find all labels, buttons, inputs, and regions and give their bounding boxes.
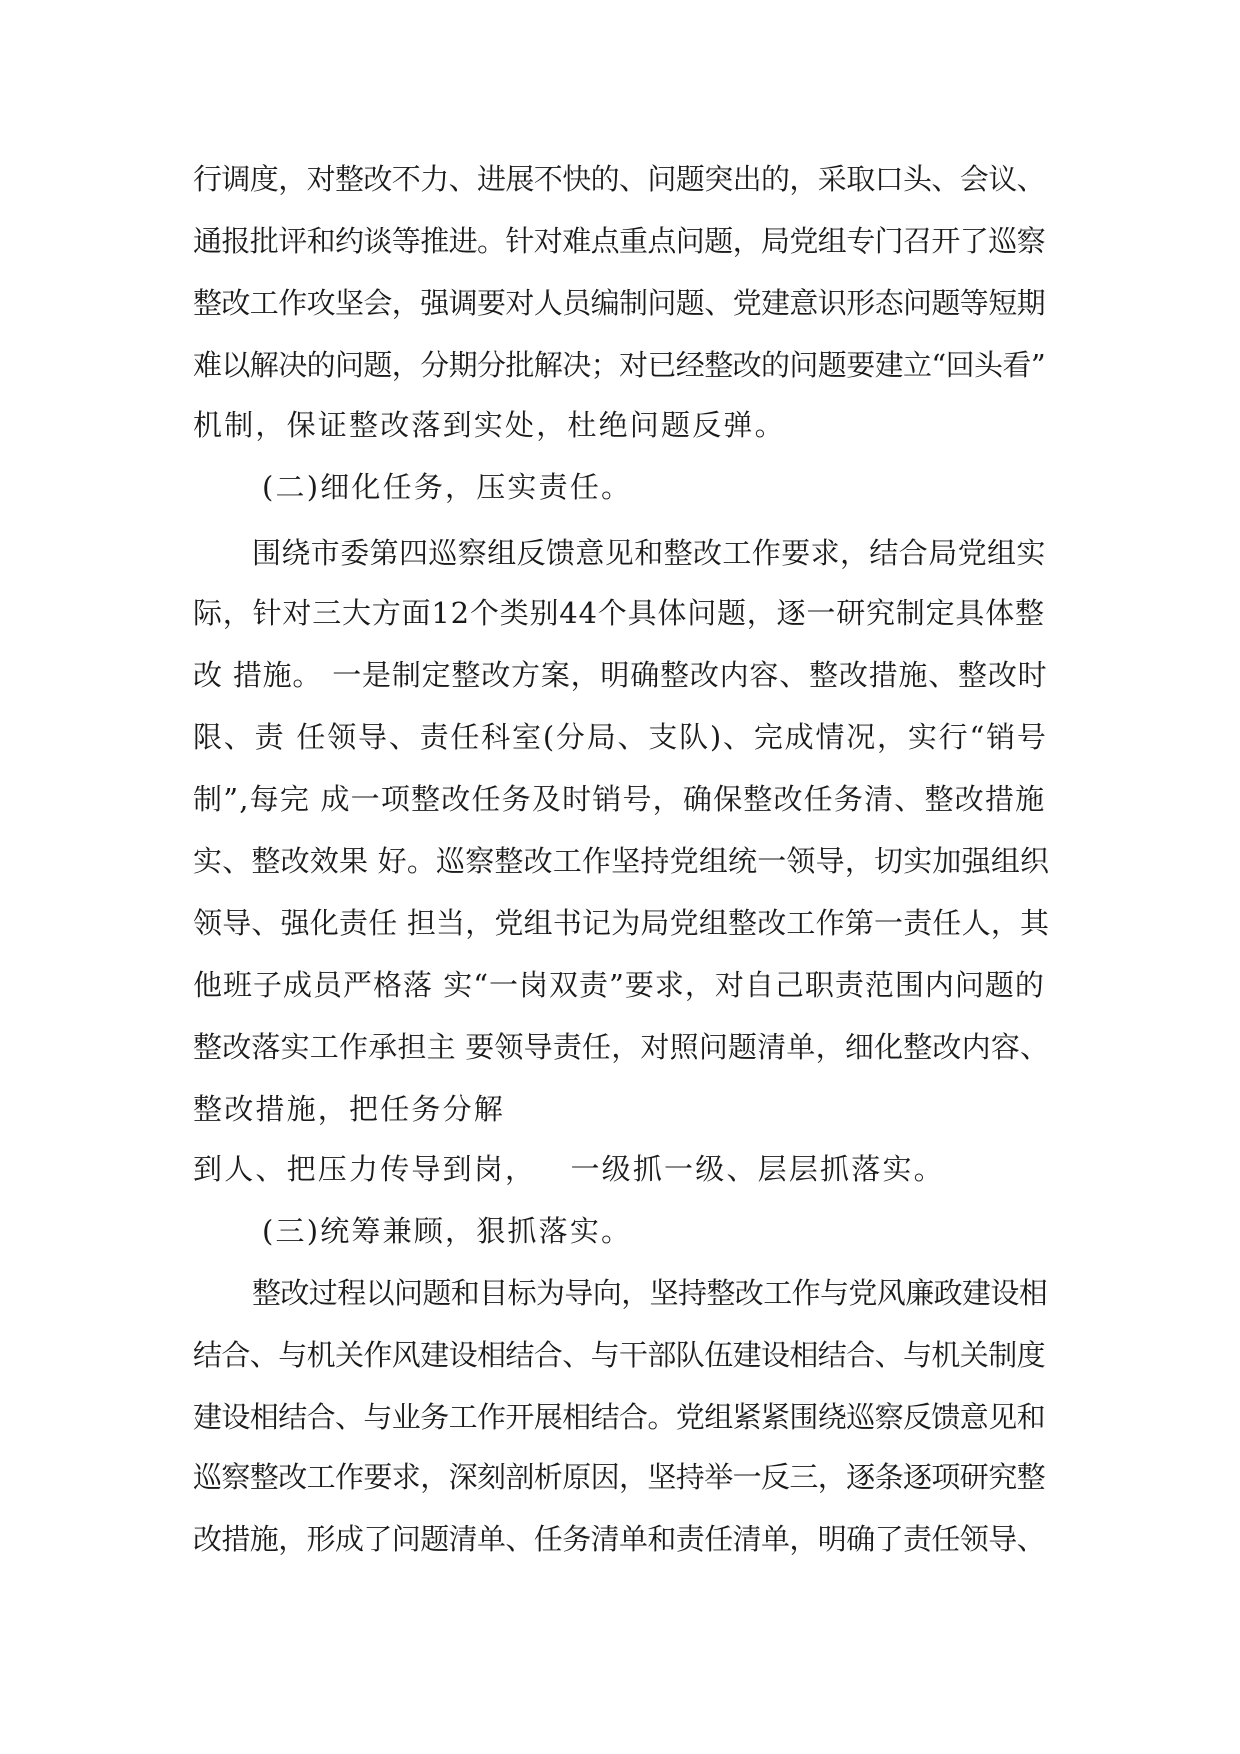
paragraph-line: 行调度，对整改不力、进展不快的、问题突出的，采取口头、会议、 (193, 162, 1046, 196)
paragraph-line: 改 措施。 一是制定整改方案，明确整改内容、整改措施、整改时 (193, 658, 1048, 692)
paragraph-line: 机制，保证整改落到实处，杜绝问题反弹。 (193, 408, 786, 442)
paragraph-line: 整改工作攻坚会，强调要对人员编制问题、党建意识形态问题等短期 (193, 286, 1046, 320)
paragraph-line: 结合、与机关作风建设相结合、与干部队伍建设相结合、与机关制度 (193, 1338, 1046, 1372)
section-heading: (三)统筹兼顾，狠抓落实。 (262, 1214, 633, 1248)
paragraph-line: 际，针对三大方面12个类别44个具体问题，逐一研究制定具体整 (193, 596, 1045, 630)
paragraph-line: 限、责 任领导、责任科室(分局、支队)、完成情况，实行“销号 (193, 720, 1048, 754)
paragraph-line: 制”,每完 成一项整改任务及时销号，确保整改任务清、整改措施 (193, 782, 1046, 816)
section-heading: (二)细化任务，压实责任。 (262, 470, 633, 504)
paragraph-line: 整改过程以问题和目标为导向，坚持整改工作与党风廉政建设相 (252, 1276, 1048, 1310)
paragraph-line: 通报批评和约谈等推进。针对难点重点问题，局党组专门召开了巡察 (193, 224, 1046, 258)
paragraph-line: 改措施，形成了问题清单、任务清单和责任清单，明确了责任领导、 (193, 1522, 1046, 1556)
paragraph-line: 实、整改效果 好。巡察整改工作坚持党组统一领导，切实加强组织 (193, 844, 1050, 878)
paragraph-line: 建设相结合、与业务工作开展相结合。党组紧紧围绕巡察反馈意见和 (193, 1400, 1046, 1434)
paragraph-line: 整改措施，把任务分解 (193, 1092, 506, 1126)
paragraph-line: 难以解决的问题，分期分批解决；对已经整改的问题要建立“回头看” (193, 348, 1046, 382)
paragraph-line: 巡察整改工作要求，深刻剖析原因，坚持举一反三，逐条逐项研究整 (193, 1460, 1046, 1494)
paragraph-line: 围绕市委第四巡察组反馈意见和整改工作要求，结合局党组实 (252, 536, 1046, 570)
paragraph-line: 到人、把压力传导到岗， 一级抓一级、层层抓落实。 (193, 1152, 945, 1186)
paragraph-line: 整改落实工作承担主 要领导责任，对照问题清单，细化整改内容、 (193, 1030, 1050, 1064)
paragraph-line: 领导、强化责任 担当，党组书记为局党组整改工作第一责任人，其 (193, 906, 1050, 940)
paragraph-line: 他班子成员严格落 实“一岗双责”要求，对自己职责范围内问题的 (193, 968, 1045, 1002)
